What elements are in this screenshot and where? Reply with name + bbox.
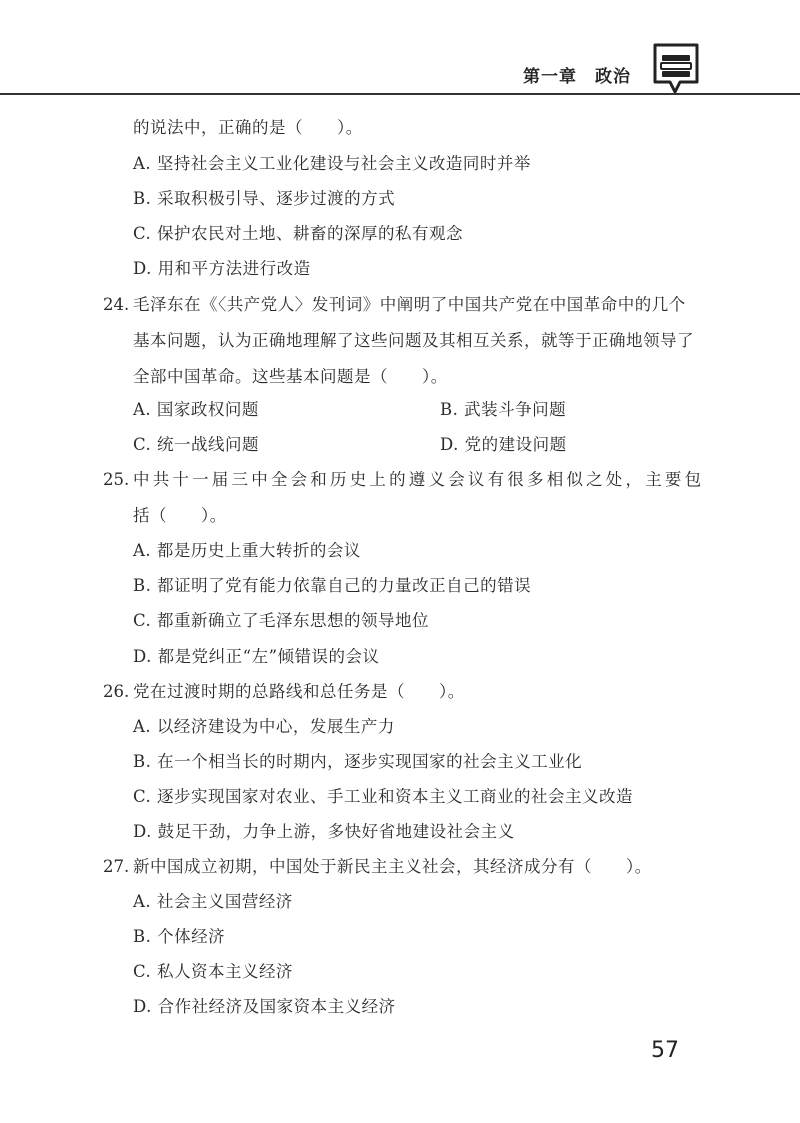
q25-option-d: D. 都是党纠正“左”倾错误的会议 [133,647,380,666]
q26-stem-line-1: 党在过渡时期的总路线和总任务是（ ）。 [133,682,465,701]
q26-option-c: C. 逐步实现国家对农业、手工业和资本主义工商业的社会主义改造 [133,787,634,806]
header-rule [0,93,800,95]
q23-option-b: B. 采取积极引导、逐步过渡的方式 [133,189,396,208]
q24-option-d: D. 党的建设问题 [440,435,567,454]
q25-option-a: A. 都是历史上重大转折的会议 [133,541,361,560]
q26-option-b: B. 在一个相当长的时期内，逐步实现国家的社会主义工业化 [133,752,583,771]
q26-option-a: A. 以经济建设为中心，发展生产力 [133,717,395,736]
books-icon [652,42,700,96]
q25-option-c: C. 都重新确立了毛泽东思想的领导地位 [133,611,430,630]
chapter-title: 第一章 政治 [523,67,631,87]
q23-option-a: A. 坚持社会主义工业化建设与社会主义改造同时并举 [133,154,531,173]
q26-option-d: D. 鼓足干劲，力争上游，多快好省地建设社会主义 [133,822,515,841]
q27-option-d: D. 合作社经济及国家资本主义经济 [133,997,396,1016]
q27-stem-line-1: 新中国成立初期，中国处于新民主主义社会，其经济成分有（ ）。 [133,857,652,876]
q25-number: 25. [103,470,130,489]
q25-stem-line-2: 括（ ）。 [133,506,227,525]
q24-option-c: C. 统一战线问题 [133,435,260,454]
q27-option-b: B. 个体经济 [133,927,226,946]
q25-stem-line-1: 中共十一届三中全会和历史上的遵义会议有很多相似之处，主要包 [133,470,705,489]
q27-option-c: C. 私人资本主义经济 [133,962,294,981]
q26-number: 26. [103,682,130,701]
q27-option-a: A. 社会主义国营经济 [133,892,293,911]
q24-option-a: A. 国家政权问题 [133,400,259,419]
q24-stem-line-1: 毛泽东在《〈共产党人〉发刊词》中阐明了中国共产党在中国革命中的几个 [133,295,686,314]
q24-option-b: B. 武装斗争问题 [440,400,567,419]
q25-option-b: B. 都证明了党有能力依靠自己的力量改正自己的错误 [133,576,532,595]
q24-stem-line-2: 基本问题，认为正确地理解了这些问题及其相互关系，就等于正确地领导了 [133,331,694,350]
q27-number: 27. [103,857,130,876]
page-number: 57 [651,1038,679,1063]
q24-number: 24. [103,295,130,314]
q23-option-d: D. 用和平方法进行改造 [133,259,311,278]
q23-stem-continuation: 的说法中，正确的是（ ）。 [133,118,363,137]
q23-option-c: C. 保护农民对土地、耕畜的深厚的私有观念 [133,224,464,243]
q24-stem-line-3: 全部中国革命。这些基本问题是（ ）。 [133,367,448,386]
